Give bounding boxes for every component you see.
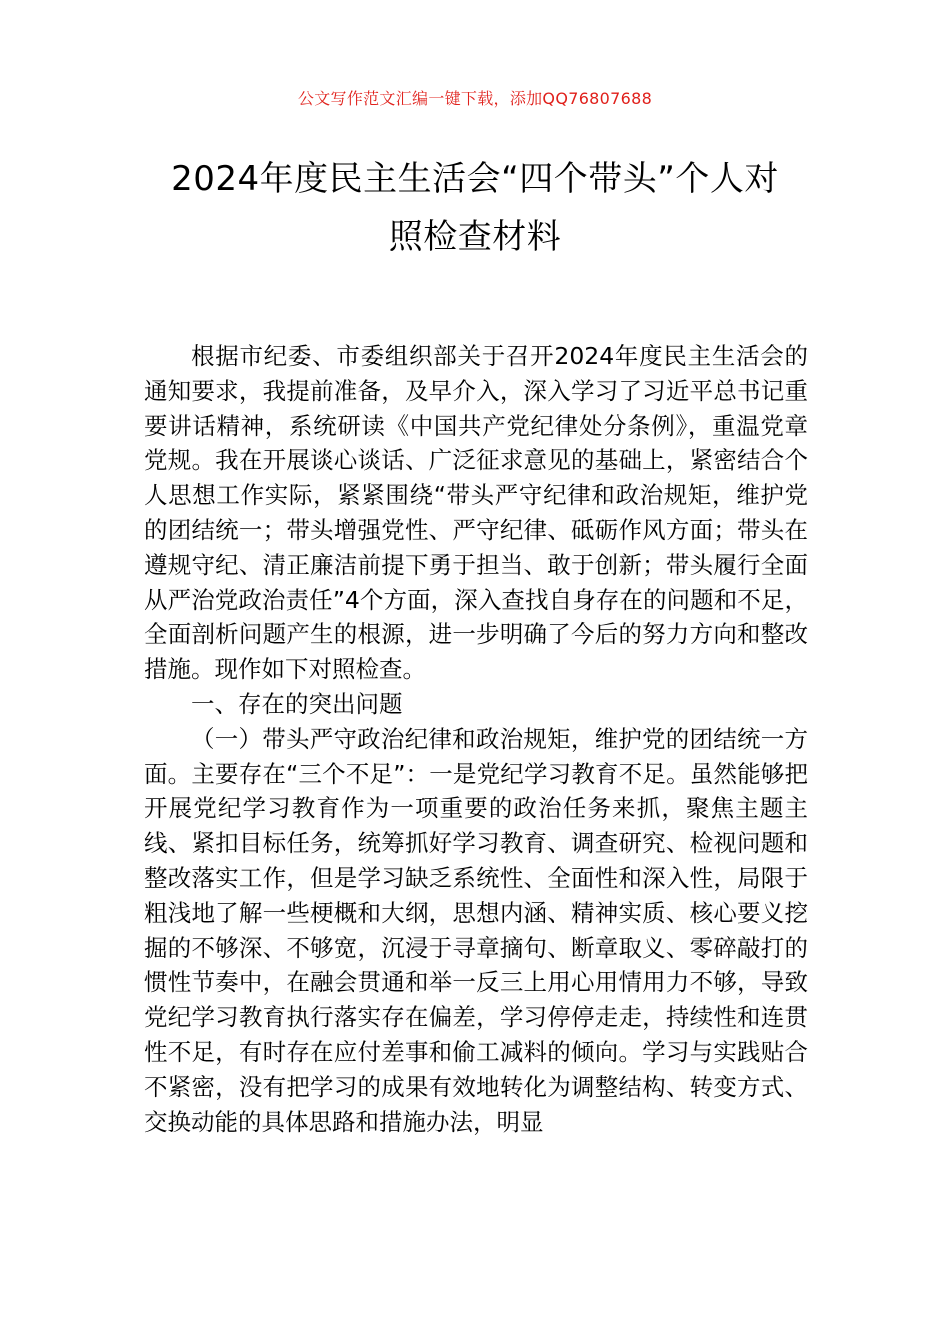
title-line-1: 2024年度民主生活会“四个带头”个人对 [171, 159, 779, 199]
body-paragraph: （一）带头严守政治纪律和政治规矩，维护党的团结统一方面。主要存在“三个不足”：一是党纪学习教育不足。虽然能够把开展党纪学习教育作为一项重要的政治任务来抓，聚焦主题主线、紧扣目标任务，统筹抓好学习教育、调查研究、检视问题和整改落实工作，但是学习缺乏系统性、全面性和深入性，局限于粗浅地了解一些梗概和大纲，思想内涵、精神实质、核心要义挖掘的不够深、不够宽，沉浸于寻章摘句、断章取义、零碎敲打的惯性节奏中，在融会贯通和举一反三上用心用情用力不够，导致党纪学习教育执行落实存在偏差，学习停停走走，持续性和连贯性不足，有时存在应付差事和偷工减料的倾向。学习与实践贴合不紧密，没有把学习的成果有效地转化为调整结构、转变方式、交换动能的具体思路和措施办法，明显 [144, 724, 808, 1136]
document-body [144, 339, 808, 1139]
download-notice: 公文写作范文汇编一键下载，添加QQ76807688 [297, 89, 653, 108]
section-heading: 一、存在的突出问题 [191, 689, 403, 718]
intro-paragraph: 根据市纪委、市委组织部关于召开2024年度民主生活会的通知要求，我提前准备，及早介入，深入学习了习近平总书记重要讲话精神，系统研读《中国共产党纪律处分条例》，重温党章党规。我在开展谈心谈话、广泛征求意见的基础上，紧密结合个人思想工作实际，紧紧围绕“带头严守纪律和政治规矩，维护党的团结统一；带头增强党性、严守纪律、砥砺作风方面；带头在遵规守纪、清正廉洁前提下勇于担当、敢于创新；带头履行全面从严治党政治责任”4个方面，深入查找自身存在的问题和不足，全面剖析问题产生的根源，进一步明确了今后的努力方向和整改措施。现作如下对照检查。 [144, 342, 808, 684]
document-title [140, 150, 810, 266]
title-line-2: 照检查材料 [388, 217, 562, 257]
